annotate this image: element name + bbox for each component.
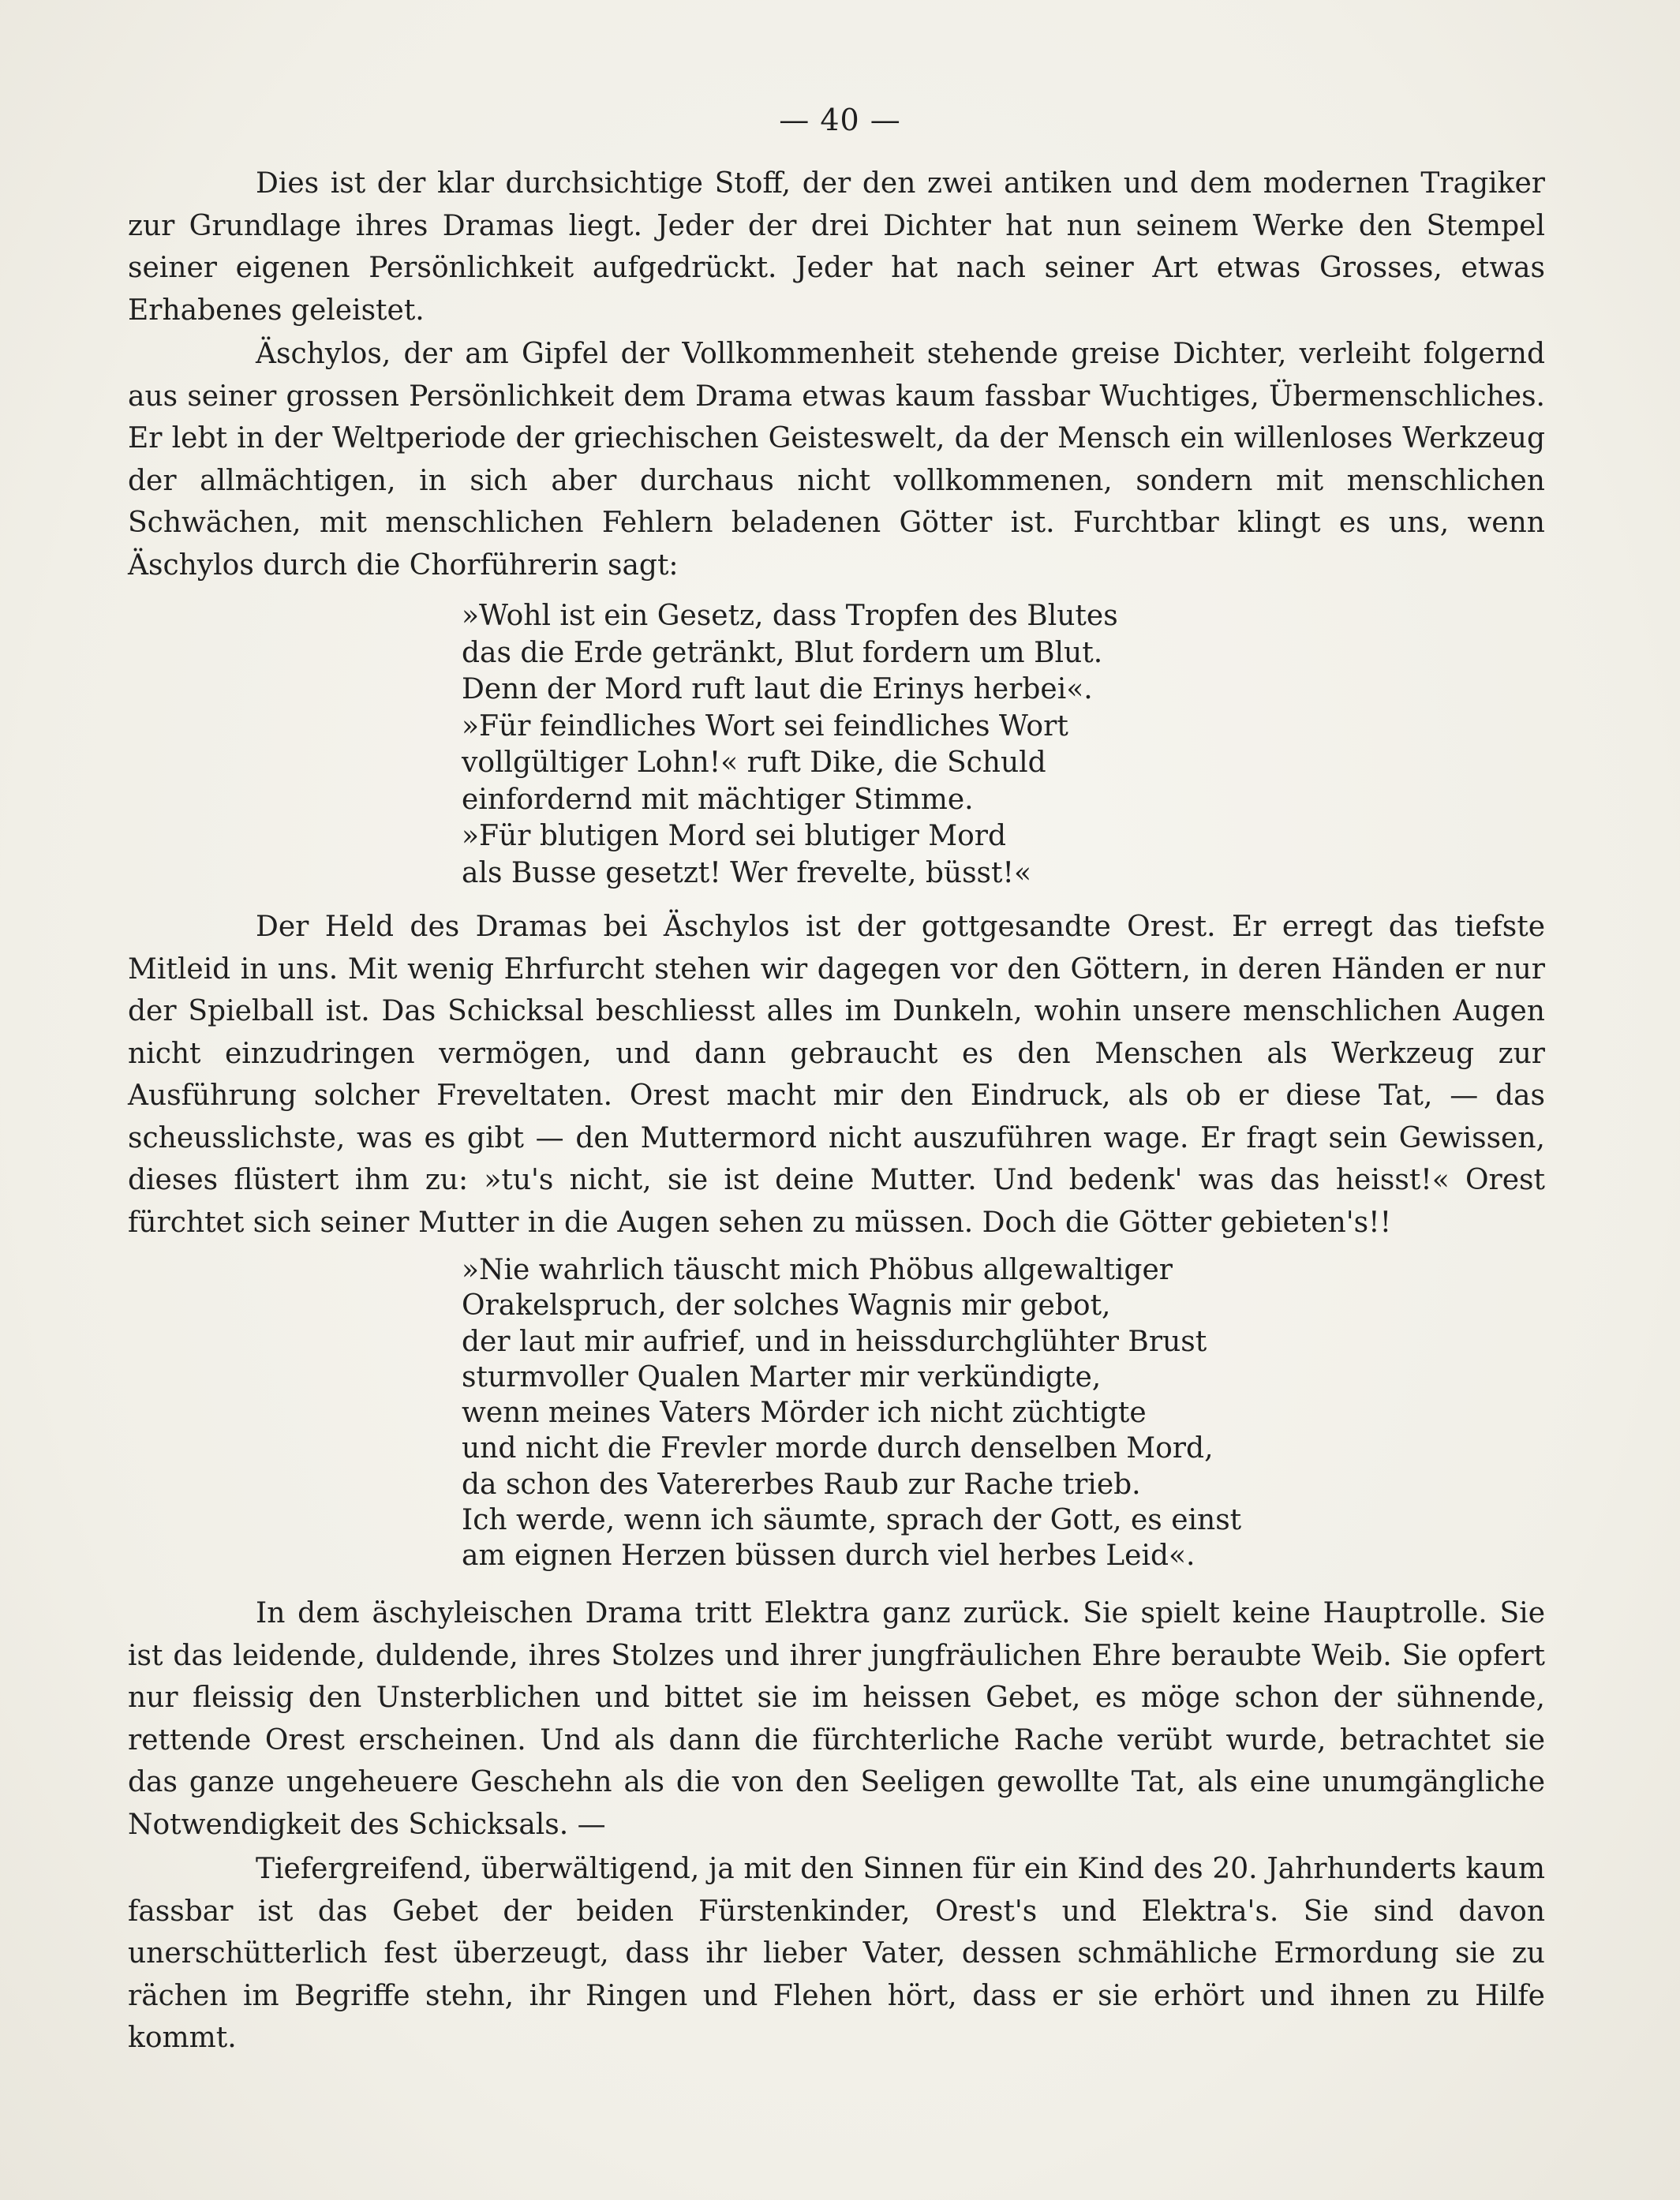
paragraph-2-text: Äschylos, der am Gipfel der Vollkommenheit stehende greise Dichter, verleiht folgernd aus seiner grossen Persönlichkeit dem Drama etwas kaum fassbar Wuchtiges, Übermenschliches. Er lebt in der Weltperiode der griechischen Geisteswelt, da der Mensch ein willenloses Werkzeug der allmächtigen, in sich aber durchaus nicht vollkommenen, sondern mit menschlichen Schwächen, mit menschlichen Fehlern beladenen Götter ist. Furchtbar klingt es uns, wenn Äschylos durch die Chorführerin sagt: xyxy=(128,338,1545,582)
verse-line: »Für feindliches Wort sei feindliches Wort xyxy=(462,709,1068,743)
paragraph-5-text: Tiefergreifend, überwältigend, ja mit den Sinnen für ein Kind des 20. Jahrhunderts kaum fassbar ist das Gebet der beiden Fürstenkinder, Orest's und Elektra's. Sie sind davon unerschütterlich fest überzeugt, dass ihr lieber Vater, dessen schmähliche Ermordung sie zu rächen im Begriffe stehn, ihr Ringen und Flehen hört, dass er sie erhört und ihnen zu Hilfe kommt. xyxy=(128,1853,1545,2054)
paragraph-2 xyxy=(128,333,1545,586)
verse-quote-1 xyxy=(462,598,1487,892)
verse-line: »Wohl ist ein Gesetz, dass Tropfen des Blutes xyxy=(462,600,1118,632)
verse-line: Ich werde, wenn ich säumte, sprach der Gott, es einst xyxy=(462,1504,1242,1537)
verse-line: wenn meines Vaters Mörder ich nicht züchtigte xyxy=(462,1397,1147,1430)
page-number: — 40 — xyxy=(779,103,901,137)
paragraph-3-text: Der Held des Dramas bei Äschylos ist der gottgesandte Orest. Er erregt das tiefste Mitleid in uns. Mit wenig Ehrfurcht stehen wir dagegen vor den Göttern, in deren Händen er nur der Spielball ist. Das Schicksal beschliesst alles im Dunkeln, wohin unsere menschlichen Augen nicht einzudringen vermögen, und dann gebraucht es den Menschen als Werkzeug zur Ausführung solcher Freveltaten. Orest macht mir den Eindruck, als ob er diese Tat, — das scheusslichste, was es gibt — den Muttermord nicht auszuführen wage. Er fragt sein Gewissen, dieses flüstert ihm zu: »tu's nicht, sie ist deine Mutter. Und bedenk' was das heisst!« Orest fürchtet sich seiner Mutter in die Augen sehen zu müssen. Doch die Götter gebieten's!! xyxy=(128,911,1545,1239)
verse-line: Orakelspruch, der solches Wagnis mir gebot, xyxy=(462,1289,1111,1323)
paragraph-4-text: In dem äschyleischen Drama tritt Elektra ganz zurück. Sie spielt keine Hauptrolle. Sie ist das leidende, duldende, ihres Stolzes und ihrer jungfräulichen Ehre beraubte Weib. Sie opfert nur fleissig den Unsterblichen und bittet sie im heissen Gebet, es möge schon der sühnende, rettende Orest erscheinen. Und als dann die fürchterliche Rache verübt wurde, betrachtet sie das ganze ungeheuere Geschehn als die von den Seeligen gewollte Tat, als eine unumgängliche Notwendigkeit des Schicksals. — xyxy=(128,1597,1545,1841)
verse-line: der laut mir aufrief, und in heissdurchglühter Brust xyxy=(462,1325,1207,1358)
verse-line: einfordernd mit mächtiger Stimme. xyxy=(462,783,974,816)
verse-line: am eignen Herzen büssen durch viel herbes Leid«. xyxy=(462,1540,1195,1573)
verse-line: und nicht die Frevler morde durch denselben Mord, xyxy=(462,1432,1214,1465)
paragraph-1 xyxy=(128,163,1545,331)
verse-quote-2 xyxy=(462,1252,1487,1574)
paragraph-3 xyxy=(128,906,1545,1244)
verse-line: da schon des Vatererbes Raub zur Rache trieb. xyxy=(462,1468,1141,1501)
verse-line: das die Erde getränkt, Blut fordern um Blut. xyxy=(462,636,1103,669)
verse-line: Denn der Mord ruft laut die Erinys herbei«. xyxy=(462,673,1093,705)
verse-line: sturmvoller Qualen Marter mir verkündigte, xyxy=(462,1360,1102,1394)
verse-line: »Für blutigen Mord sei blutiger Mord xyxy=(462,820,1007,852)
paragraph-5 xyxy=(128,1848,1545,2060)
verse-line: als Busse gesetzt! Wer frevelte, büsst!« xyxy=(462,856,1031,889)
verse-line: »Nie wahrlich täuscht mich Phöbus allgewaltiger xyxy=(462,1254,1173,1286)
verse-line: vollgültiger Lohn!« ruft Dike, die Schuld xyxy=(462,746,1046,779)
paragraph-4 xyxy=(128,1592,1545,1846)
paragraph-1-text: Dies ist der klar durchsichtige Stoff, der den zwei antiken und dem modernen Tragiker zur Grundlage ihres Dramas liegt. Jeder der drei Dichter hat nun seinem Werke den Stempel seiner eigenen Persönlichkeit aufgedrückt. Jeder hat nach seiner Art etwas Grosses, etwas Erhabenes geleistet. xyxy=(128,167,1545,327)
